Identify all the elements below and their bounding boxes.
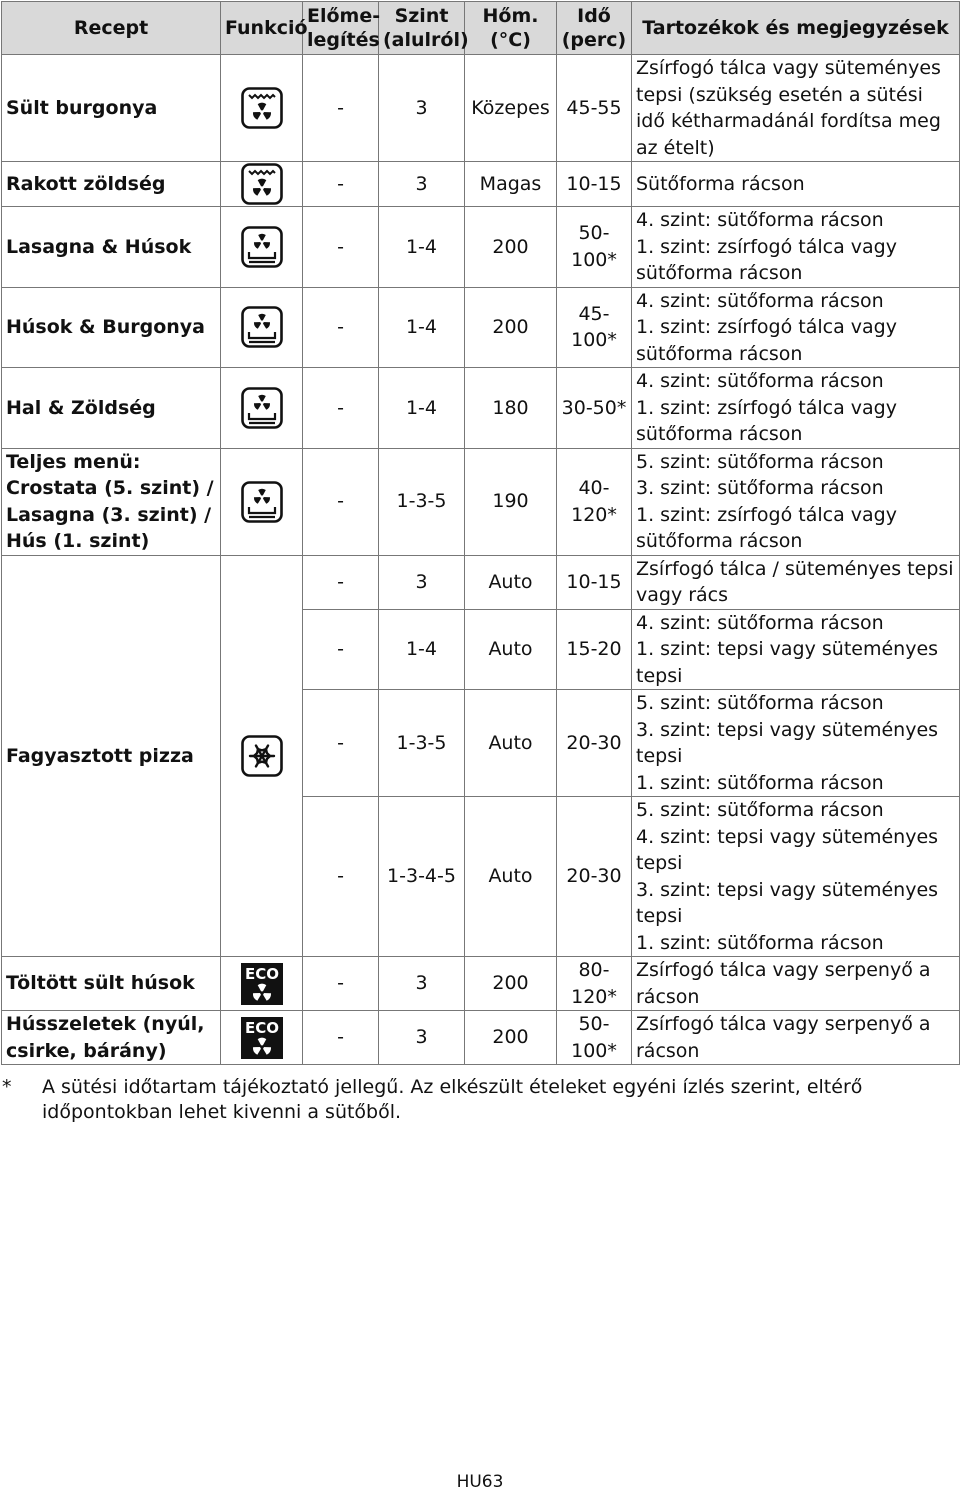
function-cell [221,555,303,957]
header-function: Funkció [221,2,303,55]
recipe-name: Rakott zöldség [2,162,221,207]
level-value: 1-3-5 [379,448,465,555]
eco-icon [240,962,284,1006]
footnote [2,1075,952,1125]
preheat-value: - [303,207,379,288]
temp-value: 200 [465,207,557,288]
recipe-name: Hússzeletek (nyúl, csirke, bárány) [2,1011,221,1065]
notes-cell [632,448,960,555]
note-line: 1. szint: zsírfogó tálca vagy sütőforma rácson [636,503,897,552]
preheat-value: - [303,1011,379,1065]
preheat-value: - [303,797,379,957]
function-cell [221,957,303,1011]
fan-bake-icon [240,305,284,349]
time-value: 80-120* [557,957,632,1011]
eco-icon-label: ECO [244,964,279,983]
level-value: 3 [379,55,465,162]
header-time: Idő (perc) [557,2,632,55]
footnote-text: A sütési időtartam tájékoztató jellegű. Az elkészült ételeket egyéni ízlés szerint, eltérő időpontokban lehet kivenni a sütőből. [42,1076,863,1123]
note-line: 5. szint: sütőforma rácson [636,692,884,714]
recipe-name: Húsok & Burgonya [2,287,221,368]
fan-bake-icon [240,480,284,524]
header-notes: Tartozékok és megjegyzések [632,2,960,55]
note-line: 4. szint: sütőforma rácson [636,370,884,392]
level-value: 1-3-4-5 [379,797,465,957]
preheat-value: - [303,555,379,609]
recipe-name: Töltött sült húsok [2,957,221,1011]
function-cell [221,55,303,162]
note-line: 4. szint: sütőforma rácson [636,209,884,231]
notes-cell [632,287,960,368]
note-line: 3. szint: sütőforma rácson [636,477,884,499]
time-value: 50-100* [557,207,632,288]
table-row [2,1011,960,1065]
time-value: 30-50* [557,368,632,449]
recipe-name: Lasagna & Húsok [2,207,221,288]
note-line: 5. szint: sütőforma rácson [636,450,884,473]
note-line: 1. szint: zsírfogó tálca vagy sütőforma rácson [636,316,897,365]
table-row [2,368,960,449]
time-value: 45-55 [557,55,632,162]
preheat-value: - [303,287,379,368]
notes-cell [632,368,960,449]
table-row [2,55,960,162]
eco-icon [240,1016,284,1060]
note-line: 1. szint: tepsi vagy süteményes tepsi [636,638,939,687]
fan-grill-icon [240,86,284,130]
preheat-value: - [303,162,379,207]
level-value: 1-3-5 [379,690,465,797]
function-cell [221,287,303,368]
note-line: 3. szint: tepsi vagy süteményes tepsi [636,718,939,767]
time-value: 50-100* [557,1011,632,1065]
note-line: 1. szint: zsírfogó tálca vagy sütőforma rácson [636,396,897,445]
function-cell [221,448,303,555]
temp-value: Auto [465,555,557,609]
level-value: 1-4 [379,287,465,368]
note-line: 1. szint: sütőforma rácson [636,771,884,794]
table-row [2,162,960,207]
snowflake-icon [240,734,284,778]
function-cell [221,368,303,449]
note-line: 3. szint: tepsi vagy süteményes tepsi [636,878,939,927]
level-value: 3 [379,162,465,207]
header-recipe: Recept [2,2,221,55]
recipe-name: Hal & Zöldség [2,368,221,449]
table-row [2,207,960,288]
notes-cell [632,690,960,797]
table-row [2,287,960,368]
notes-cell [632,555,960,609]
level-value: 1-4 [379,368,465,449]
time-value: 45-100* [557,287,632,368]
preheat-value: - [303,55,379,162]
header-level: Szint (alulról) [379,2,465,55]
temp-value: Auto [465,797,557,957]
level-value: 3 [379,1011,465,1065]
table-row [2,555,960,609]
notes-cell [632,207,960,288]
level-value: 3 [379,555,465,609]
note-line: Zsírfogó tálca vagy serpenyő a rácson [636,959,931,1008]
note-line: 5. szint: sütőforma rácson [636,799,884,821]
time-value: 10-15 [557,162,632,207]
time-value: 40-120* [557,448,632,555]
temp-value: 190 [465,448,557,555]
function-cell [221,162,303,207]
function-cell [221,207,303,288]
time-value: 15-20 [557,609,632,690]
preheat-value: - [303,957,379,1011]
page-number: HU63 [456,1472,504,1492]
footnote-marker: * [2,1076,12,1098]
note-line: Zsírfogó tálca / süteményes tepsi vagy rács [636,557,954,606]
table-row [2,448,960,555]
temp-value: 200 [465,957,557,1011]
recipe-name: Sült burgonya [2,55,221,162]
notes-cell [632,957,960,1011]
notes-cell [632,162,960,207]
note-line: Sütőforma rácson [636,172,805,195]
preheat-value: - [303,368,379,449]
note-line: 4. szint: sütőforma rácson [636,289,884,312]
preheat-value: - [303,609,379,690]
level-value: 3 [379,957,465,1011]
time-value: 20-30 [557,797,632,957]
recipe-table [1,1,960,1065]
temp-value: Magas [465,162,557,207]
temp-value: Auto [465,609,557,690]
note-line: 4. szint: sütőforma rácson [636,611,884,634]
note-line: 4. szint: tepsi vagy süteményes tepsi [636,825,939,874]
table-header-row [2,2,960,55]
temp-value: Auto [465,690,557,797]
time-value: 20-30 [557,690,632,797]
note-line: Zsírfogó tálca vagy süteményes tepsi (szükség esetén a sütési idő kétharmadánál fordítsa meg az ételt) [636,57,941,159]
notes-cell [632,1011,960,1065]
notes-cell [632,797,960,957]
eco-icon-label: ECO [244,1018,279,1037]
note-line: 1. szint: sütőforma rácson [636,931,884,954]
notes-cell [632,55,960,162]
recipe-name: Fagyasztott pizza [2,555,221,957]
function-cell [221,1011,303,1065]
notes-cell [632,609,960,690]
fan-grill-icon [240,162,284,206]
fan-bake-icon [240,225,284,269]
header-preheat: Előme-legítés [303,2,379,55]
preheat-value: - [303,448,379,555]
level-value: 1-4 [379,609,465,690]
table-row [2,957,960,1011]
temp-value: 180 [465,368,557,449]
time-value: 10-15 [557,555,632,609]
temp-value: 200 [465,1011,557,1065]
note-line: Zsírfogó tálca vagy serpenyő a rácson [636,1013,931,1062]
level-value: 1-4 [379,207,465,288]
temp-value: Közepes [465,55,557,162]
note-line: 1. szint: zsírfogó tálca vagy sütőforma rácson [636,235,897,284]
recipe-name: Teljes menü: Crostata (5. szint) / Lasagna (3. szint) / Hús (1. szint) [2,448,221,555]
temp-value: 200 [465,287,557,368]
preheat-value: - [303,690,379,797]
header-temp: Hőm. (°C) [465,2,557,55]
fan-bake-icon [240,386,284,430]
